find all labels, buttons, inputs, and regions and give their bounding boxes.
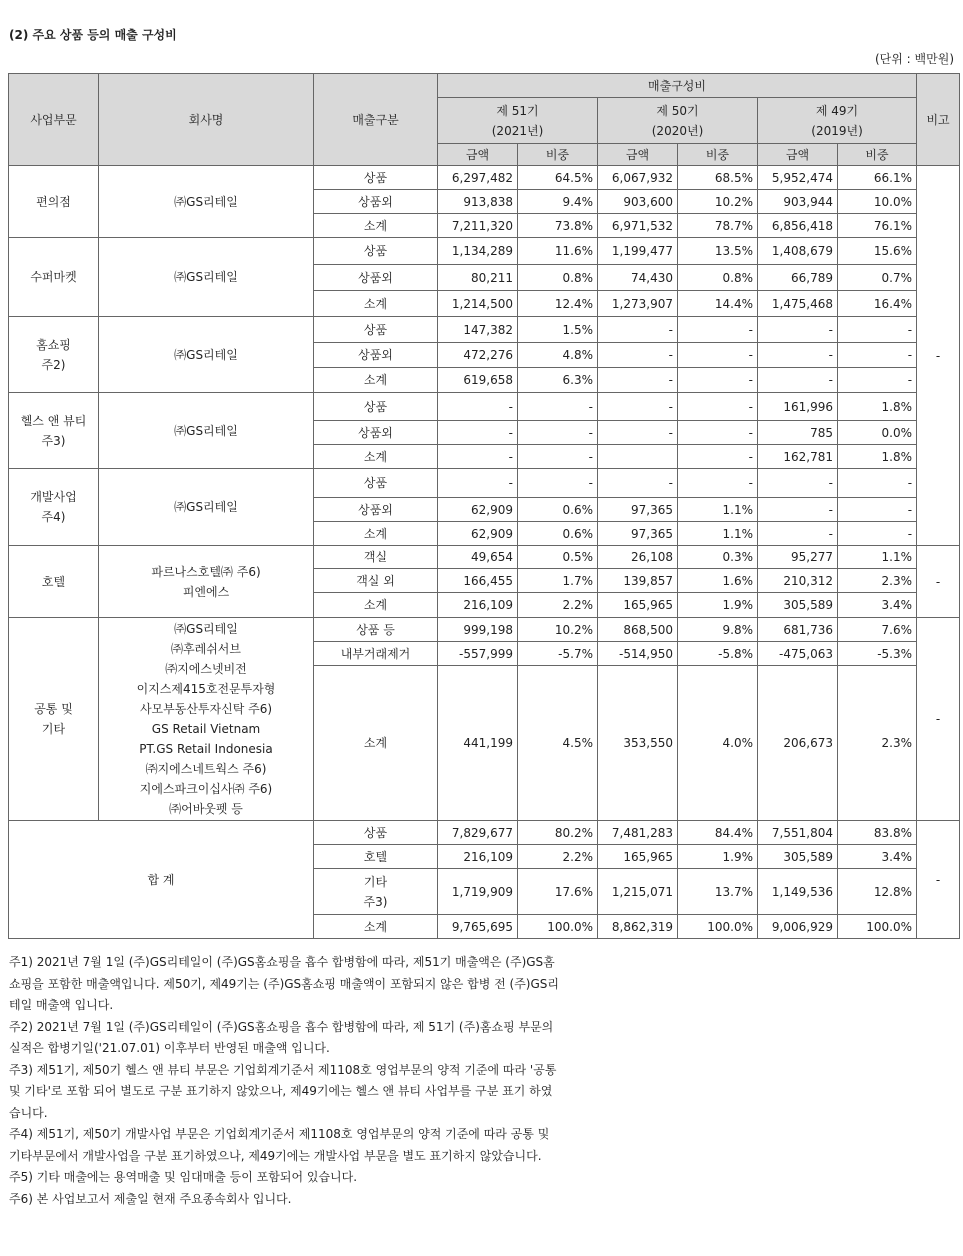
ratio-cell: 0.3% [678,546,758,569]
ratio-cell: 4.5% [518,666,598,821]
amount-cell: 6,856,418 [758,214,838,238]
ratio-cell: 80.2% [518,821,598,845]
amount-cell: 1,149,536 [758,869,838,915]
ratio-cell: - [678,343,758,368]
ratio-cell: - [678,469,758,498]
amount-cell: 147,382 [438,317,518,343]
ratio-cell: 84.4% [678,821,758,845]
amount-cell: 162,781 [758,445,838,469]
company-cell [99,238,314,317]
header-period-49: 제 49기 (2019년) [758,98,917,144]
footnote: 주3) 제51기, 제50기 헬스 앤 뷰티 부문은 기업회계기준서 제1108호 영업부문의 양적 기준에 따라 '공통 및 기타'로 포함 되어 별도로 구분 표기하지 않았으나, 제49기에는 헬스 앤 뷰티 사업부를 구분 표기 하였습니다. [9,1062,557,1120]
segment-cell [9,166,99,238]
cell-line: 지에스파크이십사㈜ 주6) [139,782,273,796]
company-cell [99,166,314,238]
amount-cell: 1,475,468 [758,291,838,317]
ratio-cell: 2.3% [838,569,917,593]
ratio-cell: 1.9% [678,593,758,618]
sales-type-cell [314,265,438,291]
ratio-cell: - [678,445,758,469]
remark-cell: - [917,821,960,939]
ratio-cell: 1.6% [678,569,758,593]
cell-line: 소계 [363,296,388,311]
amount-cell: - [598,421,678,445]
amount-cell: 80,211 [438,265,518,291]
amount-cell: 9,765,695 [438,915,518,939]
cell-line: ㈜GS리테일 [174,194,238,209]
cell-line: 상품 등 [356,622,395,637]
cell-line: 사모부동산투자신탁 주6) [139,702,273,716]
cell-line: 피엔에스 [182,584,230,599]
ratio-cell: 10.2% [518,618,598,642]
table-row [9,393,960,421]
amount-cell: - [758,498,838,522]
cell-line: 합 계 [147,872,175,887]
amount-cell: 619,658 [438,368,518,393]
header-amount: 금액 [758,144,838,166]
cell-line: 파르나스호텔㈜ 주6) [151,564,261,579]
header-composition: 매출구성비 [438,74,917,98]
table-row [9,238,960,265]
ratio-cell: 68.5% [678,166,758,190]
amount-cell: -557,999 [438,642,518,666]
ratio-cell: - [838,343,917,368]
segment-cell [9,469,99,546]
amount-cell: 472,276 [438,343,518,368]
amount-cell: 305,589 [758,845,838,869]
ratio-cell: 1.8% [838,393,917,421]
header-amount: 금액 [438,144,518,166]
ratio-cell: 12.8% [838,869,917,915]
company-cell [99,469,314,546]
amount-cell: - [758,317,838,343]
sales-type-cell [314,593,438,618]
ratio-cell: - [518,421,598,445]
header-note: 비고 [917,74,960,166]
amount-cell: 903,600 [598,190,678,214]
amount-cell: 165,965 [598,845,678,869]
cell-line: 소계 [363,373,388,387]
cell-line: 주3) [363,894,388,909]
table-row [9,317,960,343]
ratio-cell: 10.2% [678,190,758,214]
ratio-cell: 1.1% [678,522,758,546]
ratio-cell: 1.1% [678,498,758,522]
amount-cell: 139,857 [598,569,678,593]
ratio-cell: 64.5% [518,166,598,190]
amount-cell: 165,965 [598,593,678,618]
ratio-cell: - [678,393,758,421]
amount-cell: 97,365 [598,498,678,522]
amount-cell: 166,455 [438,569,518,593]
ratio-cell: 66.1% [838,166,917,190]
header-period-51: 제 51기 (2021년) [438,98,598,144]
cell-line: 소계 [363,736,388,750]
cell-line: 상품외 [358,502,393,517]
ratio-cell: 2.3% [838,666,917,821]
sales-type-cell [314,618,438,642]
amount-cell: 161,996 [758,393,838,421]
company-cell [99,317,314,393]
cell-line: 상품 [363,170,388,185]
ratio-cell: 13.7% [678,869,758,915]
ratio-cell: - [838,368,917,393]
ratio-cell: 1.5% [518,317,598,343]
amount-cell: 305,589 [758,593,838,618]
ratio-cell: - [678,368,758,393]
amount-cell: 1,199,477 [598,238,678,265]
footnote: 주4) 제51기, 제50기 개발사업 부문은 기업회계기준서 제1108호 영업부문의 양적 기준에 따라 공통 및 기타부문에서 개발사업을 구분 표기하였으나, 제49기에는 개발사업 부문을 별도 표기하지 않았습니다. [9,1127,550,1163]
sales-type-cell [314,190,438,214]
table-row [9,821,960,845]
header-segment: 사업부문 [9,74,99,166]
table-row [9,546,960,569]
ratio-cell: 1.1% [838,546,917,569]
ratio-cell: - [518,469,598,498]
header-ratio: 비중 [838,144,917,166]
amount-cell: - [438,445,518,469]
ratio-cell: 0.5% [518,546,598,569]
header-ratio: 비중 [678,144,758,166]
ratio-cell: - [518,445,598,469]
remark-cell: - [917,618,960,821]
header-sales-type: 매출구분 [314,74,438,166]
cell-line: ㈜지에스넷비전 [165,662,247,676]
ratio-cell: 9.4% [518,190,598,214]
sales-type-cell [314,421,438,445]
footnote: 주6) 본 사업보고서 제출일 현재 주요종속회사 입니다. [9,1191,292,1206]
unit-label: (단위 : 백만원) [875,52,954,66]
ratio-cell: 100.0% [518,915,598,939]
remark-cell: - [917,546,960,618]
cell-line: 상품외 [358,194,393,209]
cell-line: ㈜어바웃펫 등 [169,802,243,816]
amount-cell: 1,134,289 [438,238,518,265]
amount-cell: 95,277 [758,546,838,569]
amount-cell: 206,673 [758,666,838,821]
cell-line: 소계 [363,919,388,934]
amount-cell: 6,067,932 [598,166,678,190]
amount-cell: 6,971,532 [598,214,678,238]
ratio-cell: 2.2% [518,593,598,618]
ratio-cell: 3.4% [838,593,917,618]
sales-type-cell [314,238,438,265]
ratio-cell: 4.8% [518,343,598,368]
ratio-cell: 73.8% [518,214,598,238]
ratio-cell: - [678,421,758,445]
cell-line: 수퍼마켓 [30,270,77,284]
cell-line: 이지스제415호전문투자형 [136,682,276,696]
sales-composition-table [8,73,960,939]
cell-line: 기타 [41,722,66,736]
header-ratio: 비중 [518,144,598,166]
cell-line: 상품외 [358,348,393,362]
company-cell [99,618,314,821]
ratio-cell: 100.0% [838,915,917,939]
cell-line: 상품 [363,322,388,337]
cell-line: 호텔 [41,574,66,589]
cell-line: 상품외 [358,270,393,285]
ratio-cell: 15.6% [838,238,917,265]
cell-line: 소계 [363,598,388,612]
ratio-cell: 1.7% [518,569,598,593]
cell-line: 주2) [41,357,66,372]
amount-cell: 5,952,474 [758,166,838,190]
table-row [9,469,960,498]
sales-type-cell [314,569,438,593]
sales-type-cell [314,546,438,569]
footnote: 주1) 2021년 7월 1일 (주)GS리테일이 (주)GS홈쇼핑을 흡수 합병함에 따라, 제51기 매출액은 (주)GS홈쇼핑을 포함한 매출액입니다. 제50기, 제49기는 (주)GS홈쇼핑 매출액이 포함되지 않은 합병 전 (주)GS리테일 매출액 입니다. [9,955,560,1012]
cell-line: ㈜GS리테일 [174,622,238,636]
cell-line: 공통 및 [34,702,73,716]
table-row [9,166,960,190]
cell-line: GS Retail Vietnam [151,722,261,736]
amount-cell: 1,273,907 [598,291,678,317]
sales-type-cell [314,343,438,368]
amount-cell [598,445,678,469]
ratio-cell: 0.0% [838,421,917,445]
amount-cell: 1,214,500 [438,291,518,317]
ratio-cell: -5.7% [518,642,598,666]
amount-cell: 868,500 [598,618,678,642]
ratio-cell: - [838,469,917,498]
ratio-cell: - [838,498,917,522]
header-company: 회사명 [99,74,314,166]
amount-cell: 903,944 [758,190,838,214]
cell-line: PT.GS Retail Indonesia [139,742,273,756]
segment-cell [9,317,99,393]
ratio-cell: 0.6% [518,522,598,546]
ratio-cell: 1.8% [838,445,917,469]
cell-line: 호텔 [363,849,388,864]
cell-line: ㈜GS리테일 [174,423,238,438]
amount-cell: - [438,421,518,445]
cell-line: 기타 [363,874,388,889]
ratio-cell: 1.9% [678,845,758,869]
footnotes [9,952,559,1210]
amount-cell: -475,063 [758,642,838,666]
header-amount: 금액 [598,144,678,166]
ratio-cell: 14.4% [678,291,758,317]
ratio-cell: 6.3% [518,368,598,393]
amount-cell: 7,551,804 [758,821,838,845]
header-period-50: 제 50기 (2020년) [598,98,758,144]
sales-type-cell [314,469,438,498]
amount-cell: - [758,522,838,546]
amount-cell: 9,006,929 [758,915,838,939]
ratio-cell: 9.8% [678,618,758,642]
cell-line: 상품 [363,399,388,414]
ratio-cell: - [838,317,917,343]
cell-line: 소계 [363,449,388,464]
amount-cell: 1,719,909 [438,869,518,915]
amount-cell: 26,108 [598,546,678,569]
amount-cell: - [438,469,518,498]
amount-cell: 210,312 [758,569,838,593]
sales-type-cell [314,393,438,421]
amount-cell: - [758,368,838,393]
ratio-cell: 0.8% [678,265,758,291]
section-title: (2) 주요 상품 등의 매출 구성비 [9,28,177,42]
ratio-cell: 3.4% [838,845,917,869]
ratio-cell: 4.0% [678,666,758,821]
amount-cell: - [598,368,678,393]
amount-cell: 1,408,679 [758,238,838,265]
cell-line: 상품 [363,825,388,840]
sales-type-cell [314,214,438,238]
cell-line: 객실 [363,550,388,564]
cell-line: 상품외 [358,425,393,440]
amount-cell: 216,109 [438,593,518,618]
amount-cell: 1,215,071 [598,869,678,915]
amount-cell: - [758,343,838,368]
segment-cell [9,618,99,821]
sales-type-cell [314,317,438,343]
amount-cell: 441,199 [438,666,518,821]
amount-cell: -514,950 [598,642,678,666]
table-row [9,618,960,642]
amount-cell: 7,829,677 [438,821,518,845]
ratio-cell: 13.5% [678,238,758,265]
sales-type-cell [314,642,438,666]
amount-cell: 62,909 [438,498,518,522]
cell-line: 주4) [41,510,66,524]
cell-line: 개발사업 [30,490,77,504]
amount-cell: - [598,317,678,343]
ratio-cell: 83.8% [838,821,917,845]
amount-cell: 66,789 [758,265,838,291]
ratio-cell: -5.8% [678,642,758,666]
cell-line: ㈜GS리테일 [174,270,238,284]
sales-type-cell [314,845,438,869]
cell-line: ㈜GS리테일 [174,347,238,362]
segment-cell [9,821,314,939]
amount-cell: 6,297,482 [438,166,518,190]
sales-type-cell [314,522,438,546]
sales-type-cell [314,445,438,469]
amount-cell: 353,550 [598,666,678,821]
ratio-cell: -5.3% [838,642,917,666]
ratio-cell: 16.4% [838,291,917,317]
segment-cell [9,546,99,618]
ratio-cell: - [518,393,598,421]
cell-line: ㈜GS리테일 [174,500,238,514]
cell-line: 소계 [363,218,388,233]
company-cell [99,546,314,618]
amount-cell: 216,109 [438,845,518,869]
amount-cell: 49,654 [438,546,518,569]
amount-cell: 785 [758,421,838,445]
ratio-cell: 12.4% [518,291,598,317]
footnote: 주2) 2021년 7월 1일 (주)GS리테일이 (주)GS홈쇼핑을 흡수 합병함에 따라, 제 51기 (주)홈쇼핑 부문의 실적은 합병기일('21.07.01) 이후부터 반영된 매출액 입니다. [9,1019,554,1055]
ratio-cell: 2.2% [518,845,598,869]
sales-type-cell [314,821,438,845]
cell-line: 홈쇼핑 [36,337,71,352]
amount-cell: 62,909 [438,522,518,546]
ratio-cell: 0.8% [518,265,598,291]
amount-cell: - [438,393,518,421]
table-body [9,166,960,939]
ratio-cell: 0.6% [518,498,598,522]
sales-type-cell [314,291,438,317]
amount-cell: - [598,393,678,421]
company-cell [99,393,314,469]
cell-line: ㈜후레쉬서브 [171,642,241,656]
amount-cell: 681,736 [758,618,838,642]
ratio-cell: 10.0% [838,190,917,214]
cell-line: 편의점 [36,194,71,209]
cell-line: 상품 [363,476,388,490]
amount-cell: 913,838 [438,190,518,214]
sales-type-cell [314,869,438,915]
footnote: 주5) 기타 매출에는 용역매출 및 임대매출 등이 포함되어 있습니다. [9,1170,358,1184]
ratio-cell: 17.6% [518,869,598,915]
segment-cell [9,238,99,317]
segment-cell [9,393,99,469]
amount-cell: - [598,469,678,498]
amount-cell: 7,211,320 [438,214,518,238]
cell-line: 소계 [363,526,388,541]
ratio-cell: - [678,317,758,343]
cell-line: ㈜지에스네트웍스 주6) [145,762,267,776]
ratio-cell: - [838,522,917,546]
sales-type-cell [314,368,438,393]
cell-line: 객실 외 [356,573,395,588]
ratio-cell: 7.6% [838,618,917,642]
remark-cell: - [917,166,960,546]
ratio-cell: 78.7% [678,214,758,238]
cell-line: 상품 [363,244,388,258]
ratio-cell: 100.0% [678,915,758,939]
amount-cell: - [598,343,678,368]
sales-type-cell [314,498,438,522]
cell-line: 주3) [41,433,66,448]
amount-cell: - [758,469,838,498]
cell-line: 헬스 앤 뷰티 [20,413,87,428]
sales-type-cell [314,166,438,190]
cell-line: 내부거래제거 [340,646,411,661]
amount-cell: 7,481,283 [598,821,678,845]
sales-type-cell [314,915,438,939]
amount-cell: 97,365 [598,522,678,546]
ratio-cell: 76.1% [838,214,917,238]
amount-cell: 74,430 [598,265,678,291]
amount-cell: 8,862,319 [598,915,678,939]
ratio-cell: 0.7% [838,265,917,291]
amount-cell: 999,198 [438,618,518,642]
sales-type-cell [314,666,438,821]
ratio-cell: 11.6% [518,238,598,265]
